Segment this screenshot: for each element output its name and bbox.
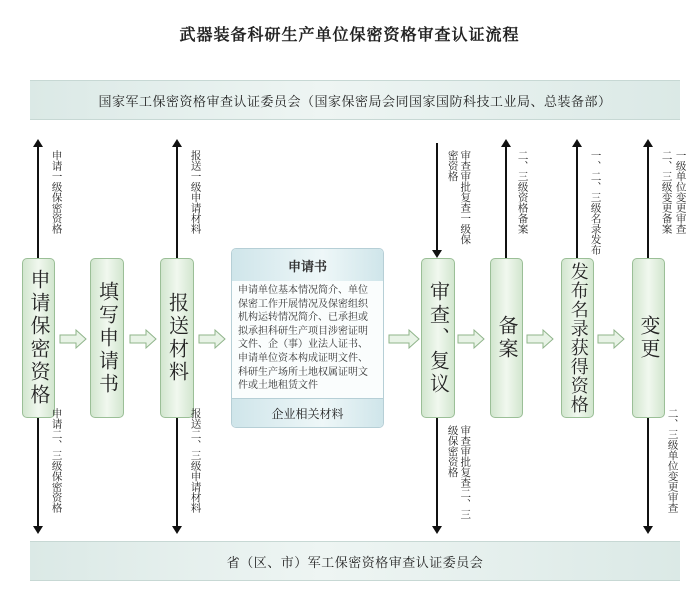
label-apply-up: 申请一级保密资格 — [50, 150, 63, 234]
flow-arrow-6 — [527, 330, 553, 348]
document-header: 申请书 — [232, 249, 383, 281]
label-review-down: 审查审批复查二、三级保密资格 — [446, 425, 472, 520]
document-footer: 企业相关材料 — [232, 398, 383, 427]
application-document — [231, 248, 384, 428]
provincial-committee-banner: 省（区、市）军工保密资格审查认证委员会 — [30, 541, 680, 581]
step-submit: 报送材料 — [160, 258, 194, 418]
step-fill-form: 填写申请书 — [90, 258, 124, 418]
label-submit-down: 报送二、三级申请材料 — [189, 408, 202, 513]
step-review: 审查、复议 — [421, 258, 455, 418]
flow-arrow-2 — [130, 330, 156, 348]
label-change-up-1: 一级单位变更审查 — [674, 150, 687, 234]
label-record-up: 二、三级资格备案 — [516, 150, 529, 234]
step-apply: 申请保密资格 — [22, 258, 55, 418]
step-record: 备案 — [490, 258, 523, 418]
label-submit-up: 报送一级申请材料 — [189, 150, 202, 234]
flow-arrow-4 — [389, 330, 419, 348]
flow-arrow-7 — [598, 330, 624, 348]
label-publish-up: 一、二、三级名录发布 — [589, 150, 602, 255]
flow-arrow-1 — [60, 330, 86, 348]
label-apply-down: 申请二、三级保密资格 — [50, 408, 63, 513]
document-body: 申请单位基本情况简介、单位保密工作开展情况及保密组织机构运转情况简介、已承担或拟承担科研生产项目涉密证明文件、企（事）业法人证书、申请单位资本构成证明文件、科研生产场所土地权属证明文件或土地租赁文件 — [238, 285, 368, 392]
step-change: 变更 — [632, 258, 665, 418]
step-publish: 发布名录获得资格 — [561, 258, 594, 418]
flow-arrow-3 — [199, 330, 225, 348]
label-change-down: 二、三级单位变更审查 — [666, 408, 679, 513]
label-review-up: 审查审批复查一级保密资格 — [446, 150, 472, 245]
diagram-title: 武器装备科研生产单位保密资格审查认证流程 — [179, 25, 520, 44]
flow-arrow-5 — [458, 330, 484, 348]
national-committee-banner: 国家军工保密资格审查认证委员会（国家保密局会同国家国防科技工业局、总装备部） — [30, 80, 680, 120]
label-change-up-2: 二、三级变更备案 — [660, 150, 673, 234]
